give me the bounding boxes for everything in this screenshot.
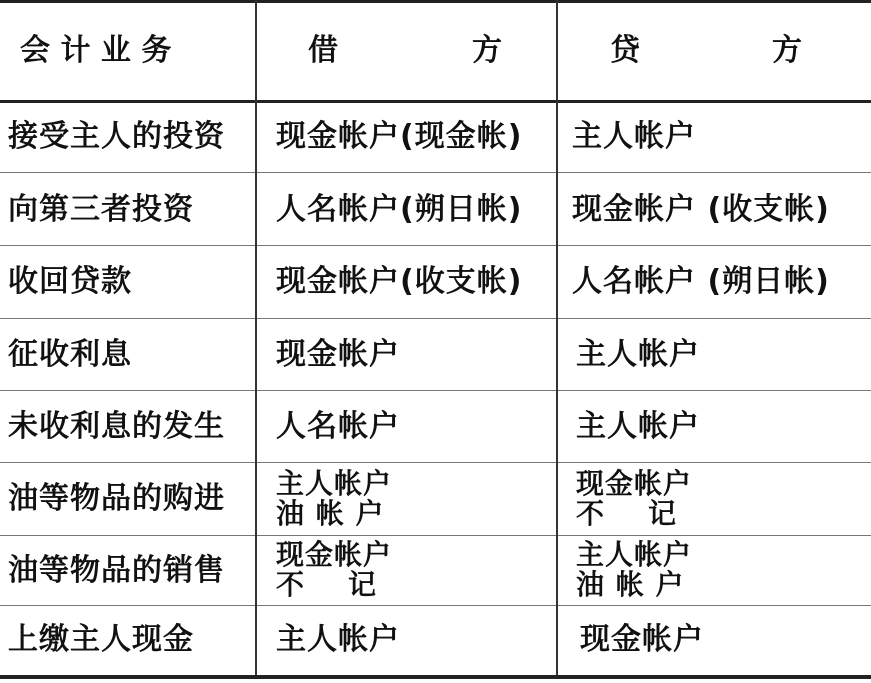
credit-cell: [576, 540, 692, 600]
debit-cell: 现金帐户: [276, 337, 400, 372]
row-separator: [0, 535, 871, 536]
debit-cell: 人名帐户: [276, 409, 400, 444]
credit-line: 不 记: [576, 497, 677, 530]
business-cell: 接受主人的投资: [8, 119, 225, 154]
header-business: 会 计 业 务: [20, 33, 172, 68]
debit-cell: [276, 540, 392, 600]
credit-cell: [576, 469, 692, 529]
row-separator: [0, 462, 871, 463]
business-cell: 上缴主人现金: [8, 622, 194, 657]
debit-cell: 主人帐户: [276, 622, 400, 657]
row-separator: [0, 318, 871, 319]
debit-cell: 现金帐户(收支帐): [276, 264, 523, 299]
row-separator: [0, 245, 871, 246]
credit-cell: 主人帐户: [576, 409, 700, 444]
top-rule: [0, 0, 871, 3]
debit-line: 主人帐户: [276, 467, 393, 500]
row-separator: [0, 605, 871, 606]
row-separator: [0, 390, 871, 391]
debit-line: 不 记: [276, 568, 377, 601]
column-divider-2: [556, 0, 558, 675]
credit-cell: 主人帐户: [572, 119, 696, 154]
row-separator: [0, 172, 871, 173]
debit-line: 油 帐 户: [276, 497, 385, 530]
column-divider-1: [255, 0, 257, 675]
header-debit-right: 方: [472, 33, 502, 68]
header-rule: [0, 100, 871, 103]
business-cell: 收回贷款: [8, 264, 132, 299]
credit-cell: 主人帐户: [576, 337, 700, 372]
business-cell: 向第三者投资: [8, 192, 194, 227]
header-debit-left: 借: [308, 33, 338, 68]
debit-cell: 现金帐户(现金帐): [276, 119, 523, 154]
credit-line: 油 帐 户: [576, 568, 685, 601]
debit-line: 现金帐户: [276, 538, 393, 571]
business-cell: 征收利息: [8, 337, 132, 372]
header-credit-left: 贷: [610, 33, 640, 68]
debit-cell: 人名帐户(朔日帐): [276, 192, 523, 227]
credit-line: 现金帐户: [576, 467, 693, 500]
debit-cell: [276, 469, 392, 529]
business-cell: 未收利息的发生: [8, 409, 225, 444]
credit-line: 主人帐户: [576, 538, 693, 571]
credit-cell: 现金帐户 (收支帐): [572, 192, 830, 227]
business-cell: 油等物品的购进: [8, 481, 225, 516]
credit-cell: 人名帐户 (朔日帐): [572, 264, 830, 299]
bottom-rule: [0, 675, 871, 679]
business-cell: 油等物品的销售: [8, 553, 225, 588]
header-credit-right: 方: [772, 33, 802, 68]
credit-cell: 现金帐户: [580, 622, 704, 657]
